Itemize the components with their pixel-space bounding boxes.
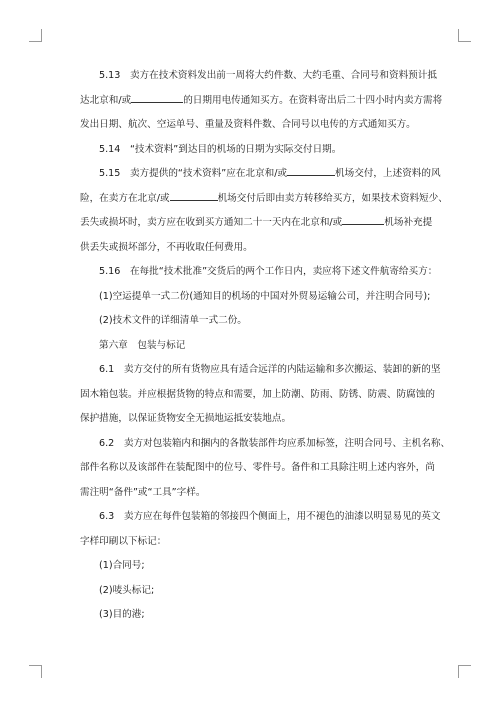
text-segment: 达北京和/或: [80, 94, 132, 106]
text-line: [80, 89, 443, 114]
crop-mark-bottom-left: [29, 665, 42, 678]
text-line: [80, 211, 440, 236]
text-line: [80, 187, 448, 212]
text-segment: 险，在卖方在北京/或: [80, 192, 170, 204]
text-line: 6.1 卖方交付的所有货物应具有适合远洋的内陆运输和多次搬运、装卸的新的坚: [99, 364, 441, 375]
text-line: 5.13 卖方在技术资料发出前一周将大约件数、大约毛重、合同号和资料预计抵: [99, 70, 437, 81]
fill-in-blank: [342, 213, 384, 225]
text-line: 供丢失或损坏部分，不再收取任何费用。: [80, 241, 253, 253]
text-line: 6.2 卖方对包装箱内和捆内的各散装部件均应系加标签，注明合同号、主机名称、: [99, 437, 451, 449]
text-line: 字样印刷以下标记：: [80, 535, 167, 547]
text-segment: 的日期用电传通知买方。在资料寄出后二十四小时内卖方需将: [183, 94, 443, 106]
text-line: (2)技术文件的详细清单一式二份。: [99, 315, 247, 326]
fill-in-blank: [287, 164, 335, 176]
text-line: 保护措施，以保证货物安全无损地运抵安装地点。: [80, 413, 292, 424]
text-line: 5.16 在每批“技术批准”交货后的两个工作日内，卖应将下述文件航寄给买方：: [99, 266, 438, 277]
text-line: 发出日期、航次、空运单号、重量及资料件数、合同号以电传的方式通知买方。: [80, 119, 416, 130]
text-line: (2)唛头标记;: [99, 584, 155, 596]
text-line: 5.14 “技术资料”到达目的机场的日期为实际交付日期。: [99, 143, 342, 155]
text-segment: 机场交付，上述资料的风: [335, 168, 441, 179]
crop-mark-bottom-right: [458, 665, 471, 678]
text-segment: 机场交付后即由卖方转移给买方，如果技术资料短少、: [217, 192, 448, 204]
text-line: 6.3 卖方应在每件包装箱的邻接四个侧面上，用不褪色的油漆以明显易见的英文: [99, 511, 441, 522]
fill-in-blank: [131, 91, 183, 103]
text-segment: 5.15 卖方提供的“技术资料”应在北京和/或: [99, 168, 288, 179]
text-line: 第六章 包装与标记: [99, 339, 186, 351]
text-segment: 机场补充提: [384, 217, 433, 228]
text-line: 固木箱包装。并应根据货物的特点和需要，加上防潮、防雨、防锈、防震、防腐蚀的: [80, 388, 435, 400]
fill-in-blank: [170, 189, 218, 201]
text-line: 需注明“备件”或“工具”字样。: [80, 486, 206, 498]
text-line: (3)目的港;: [99, 609, 145, 620]
crop-mark-top-right: [458, 29, 471, 42]
text-line: [80, 162, 440, 187]
text-line: (1)合同号;: [99, 560, 145, 571]
text-line: (1)空运提单一式二份(通知目的机场的中国对外贸易运输公司，并注明合同号);: [99, 290, 431, 302]
text-line: 部件名称以及该部件在装配图中的位号、零件号。备件和工具除注明上述内容外，尚: [80, 462, 435, 473]
crop-mark-top-left: [29, 29, 42, 42]
text-segment: 丢失或损坏时，卖方应在收到买方通知二十一天内在北京和/或: [80, 217, 343, 228]
document-body: [80, 64, 451, 628]
